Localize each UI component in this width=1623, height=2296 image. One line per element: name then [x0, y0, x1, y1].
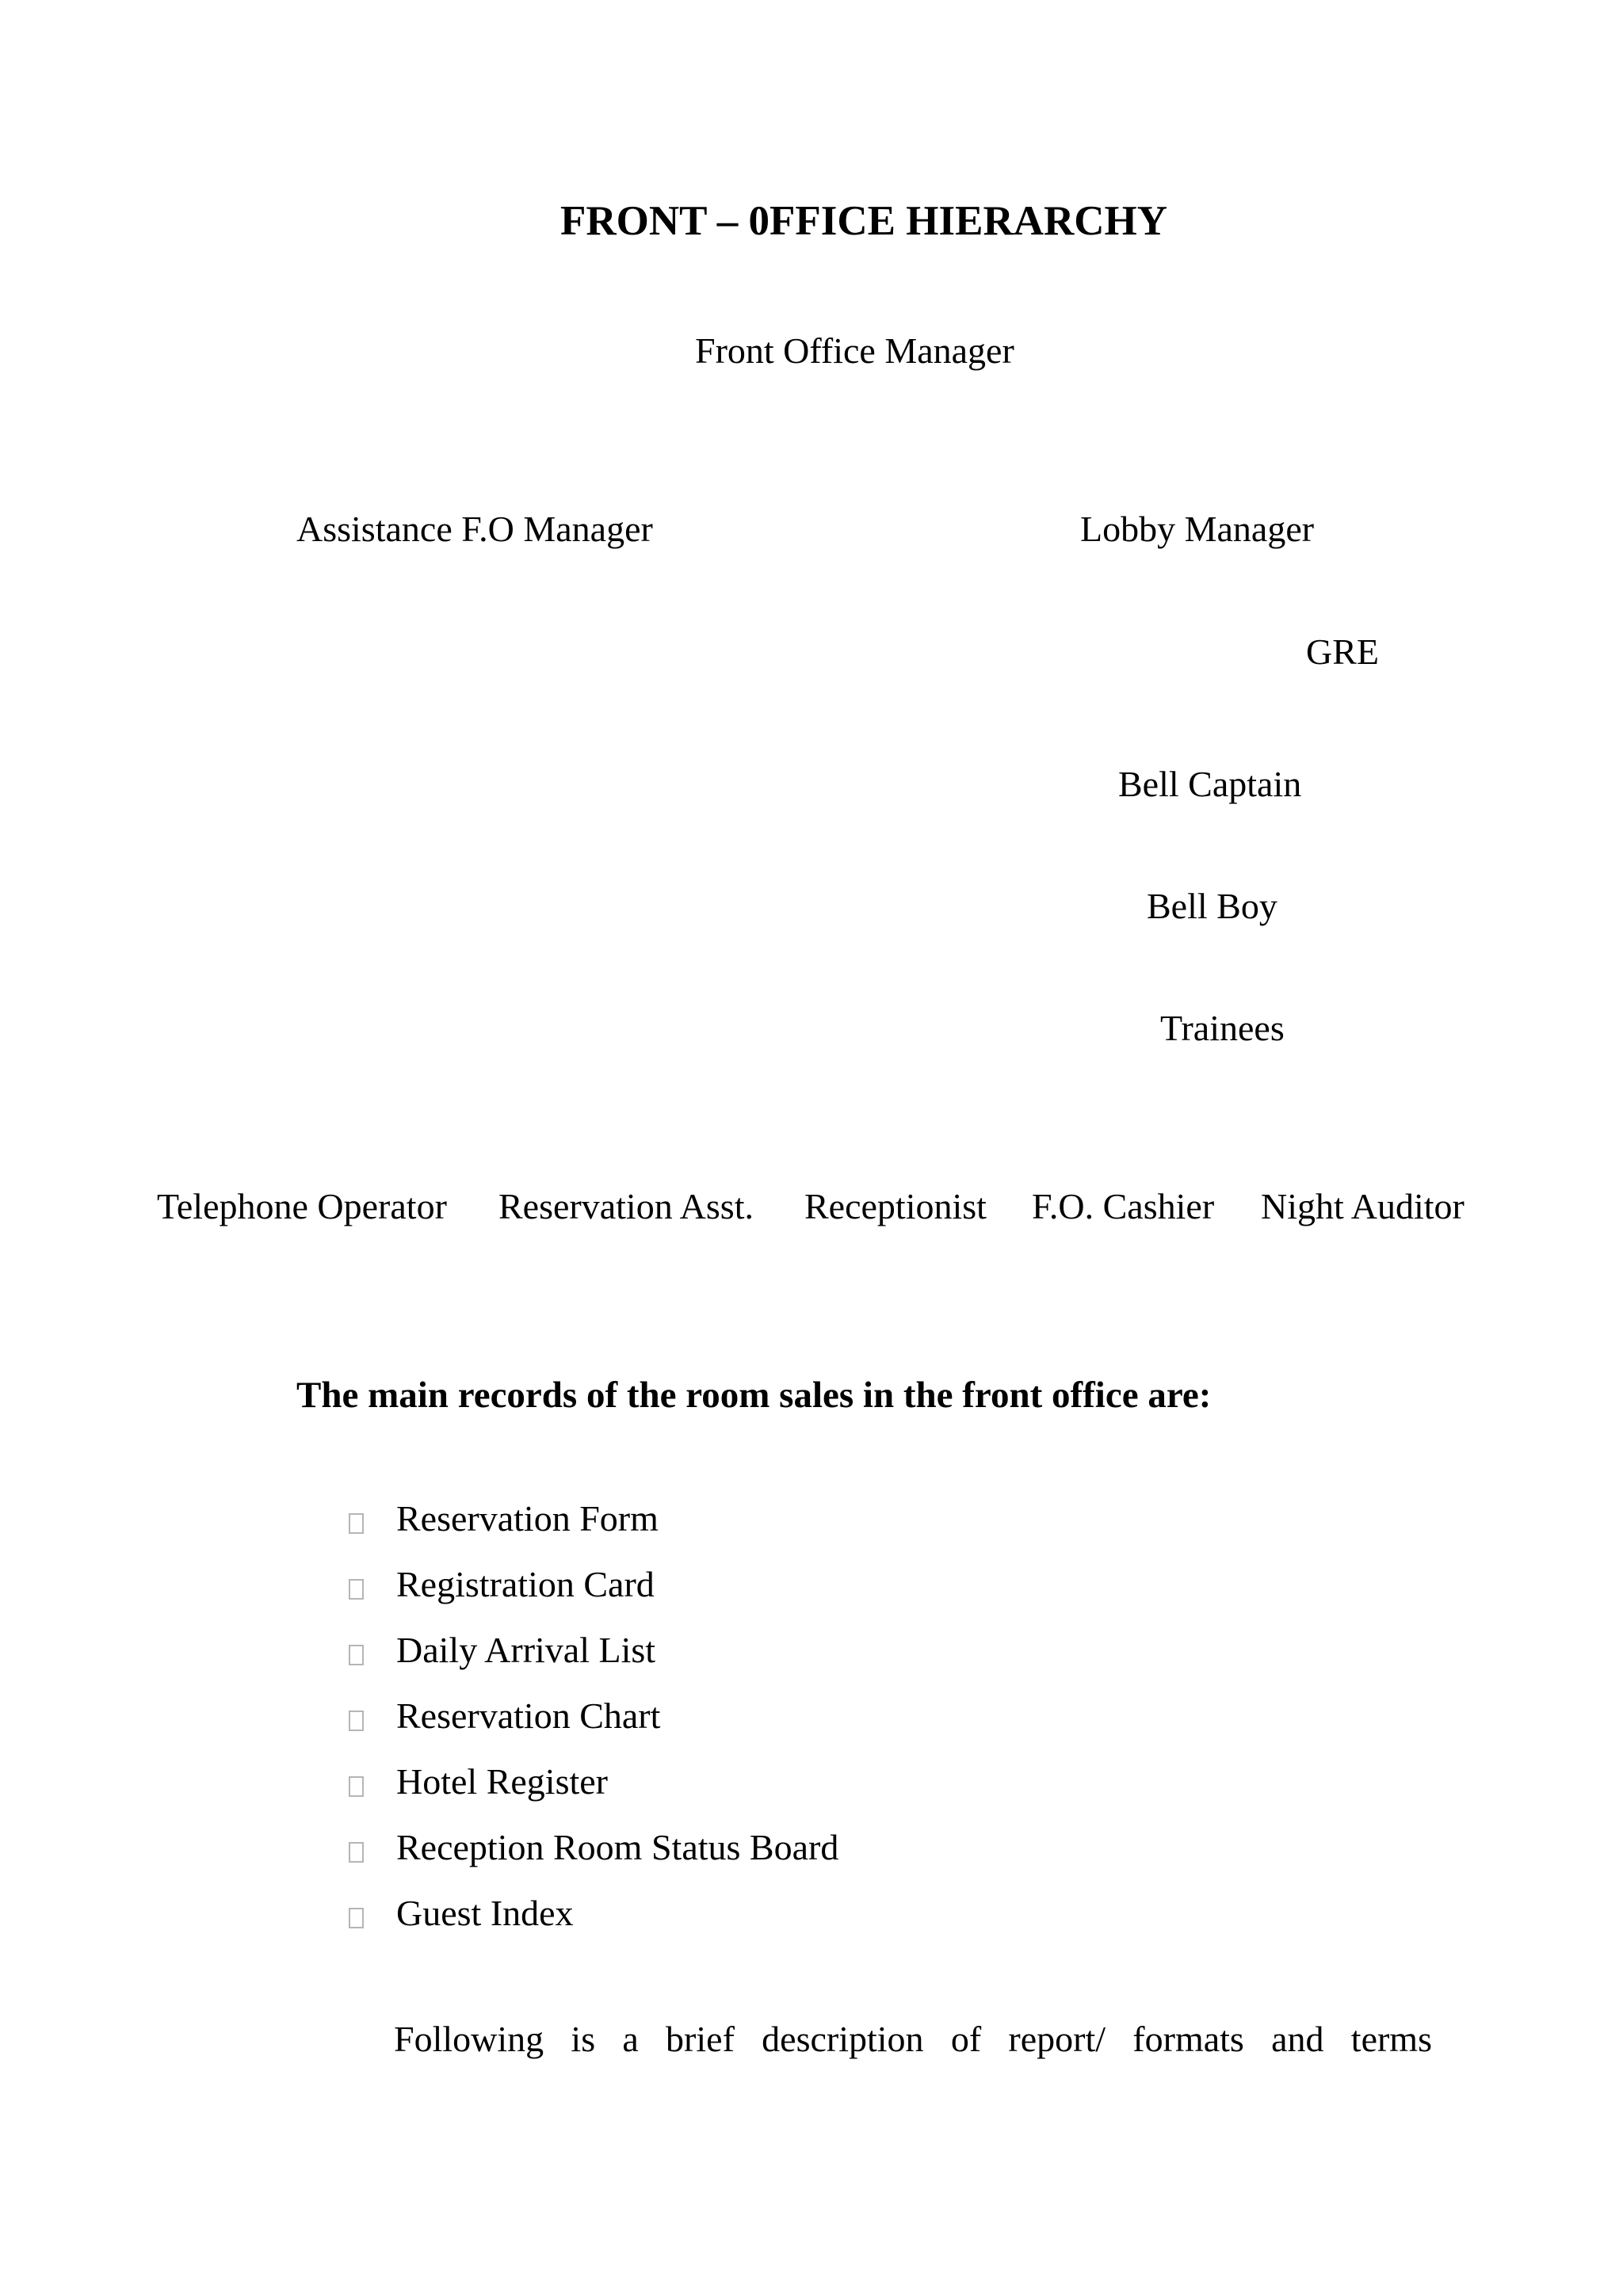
bullet-icon — [349, 1513, 364, 1534]
list-item — [349, 1566, 838, 1632]
list-item — [349, 1695, 838, 1764]
node-fo-cashier: F.O. Cashier — [1032, 1186, 1215, 1226]
records-list — [349, 1498, 839, 1961]
list-item-label: Guest Index — [396, 1893, 574, 1933]
bullet-icon — [349, 1579, 364, 1600]
records-heading: The main records of the room sales in the front office are: — [296, 1375, 1212, 1416]
node-gre: GRE — [1306, 631, 1379, 672]
node-reservation-asst: Reservation Asst. — [498, 1186, 754, 1226]
list-item-label: Hotel Register — [396, 1761, 608, 1802]
node-receptionist: Receptionist — [804, 1186, 987, 1226]
bullet-icon — [349, 1842, 364, 1863]
node-trainees: Trainees — [1160, 1008, 1285, 1048]
node-bell-captain: Bell Captain — [1118, 764, 1302, 804]
list-item-label: Registration Card — [396, 1564, 655, 1604]
description-paragraph: Following is a brief description of report/ formats and terms — [394, 2019, 1432, 2059]
node-telephone-operator: Telephone Operator — [157, 1186, 447, 1226]
node-bell-boy: Bell Boy — [1147, 886, 1277, 926]
node-night-auditor: Night Auditor — [1261, 1186, 1465, 1226]
node-assistance-fo-manager: Assistance F.O Manager — [296, 509, 653, 549]
list-item-label: Daily Arrival List — [396, 1630, 656, 1670]
list-item-label: Reservation Form — [396, 1498, 659, 1539]
list-item-label: Reservation Chart — [396, 1695, 661, 1736]
node-lobby-manager: Lobby Manager — [1080, 509, 1315, 549]
bullet-icon — [349, 1908, 364, 1928]
list-item — [349, 1895, 838, 1961]
list-item — [349, 1761, 838, 1829]
bullet-icon — [349, 1645, 364, 1665]
list-item — [349, 1829, 838, 1895]
node-front-office-manager: Front Office Manager — [695, 330, 1014, 371]
page-title: FRONT – 0FFICE HIERARCHY — [559, 198, 1168, 244]
list-item-label: Reception Room Status Board — [396, 1827, 839, 1867]
list-item — [349, 1632, 838, 1698]
list-item — [349, 1498, 838, 1566]
bullet-icon — [349, 1776, 364, 1797]
bullet-icon — [349, 1711, 364, 1731]
